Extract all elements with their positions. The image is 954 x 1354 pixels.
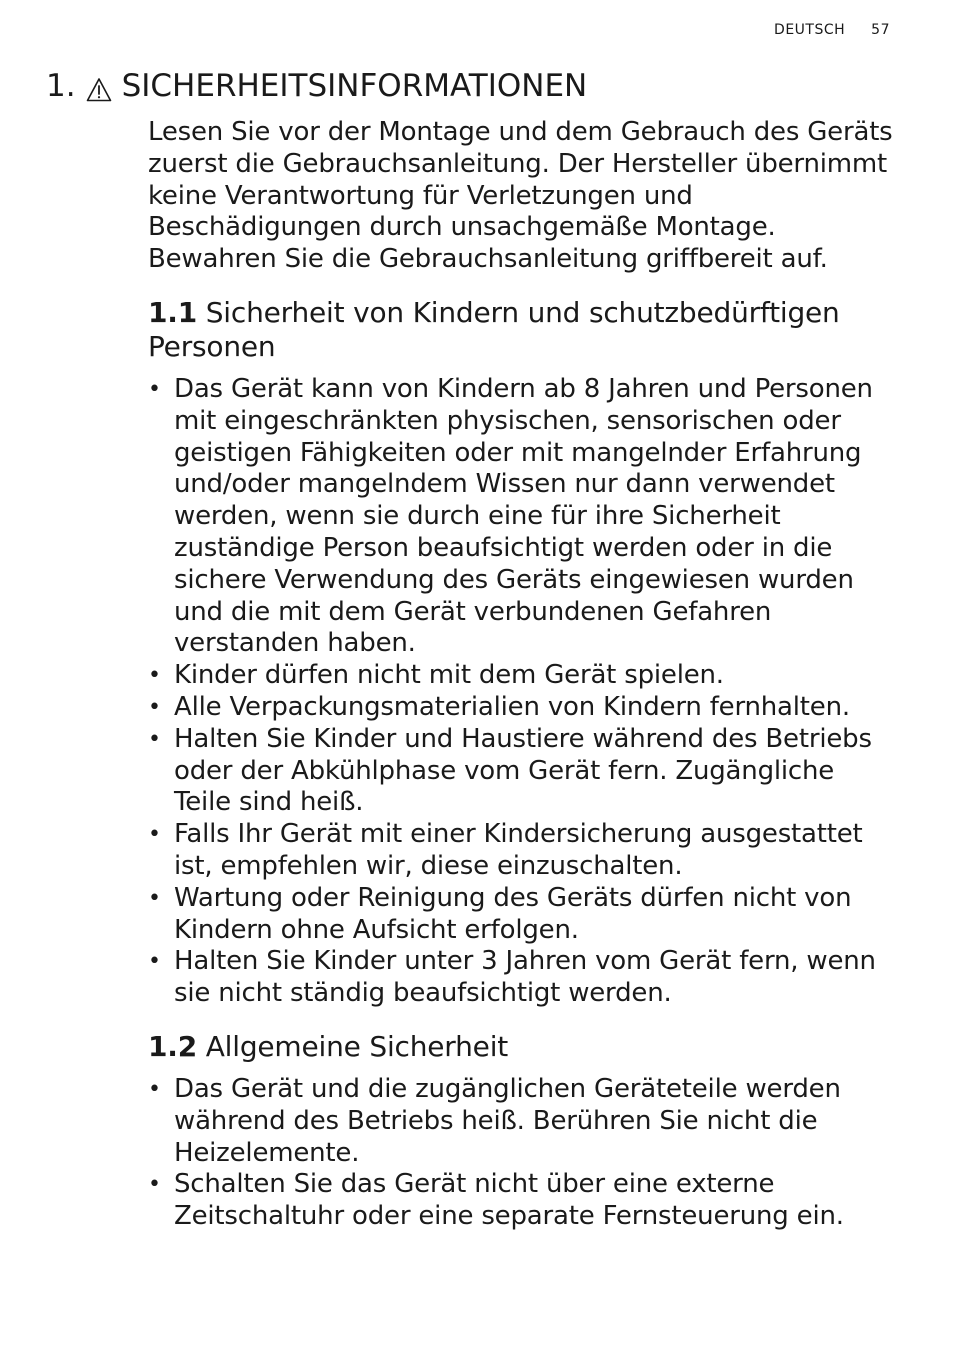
- list-item: • Schalten Sie das Gerät nicht über eine externe Zeitschaltuhr oder eine separate Fernsteuerung ein.: [148, 1169, 898, 1233]
- list-item: • Halten Sie Kinder unter 3 Jahren vom Gerät fern, wenn sie nicht ständig beaufsichtigt werden.: [148, 946, 898, 1010]
- intro-paragraph: Lesen Sie vor der Montage und dem Gebrauch des Geräts zuerst die Gebrauchsanleitung. Der Hersteller übernimmt keine Verantwortung für Verletzungen und Beschädigungen durch unsachgemäße Montage. Bewahren Sie die Gebrauchsanleitung griffbereit auf.: [148, 117, 893, 275]
- general-safety-list: [148, 1074, 898, 1233]
- list-item: • Das Gerät kann von Kindern ab 8 Jahren und Personen mit eingeschränkten physischen, sensorischen oder geistigen Fähigkeiten oder mit mangelnder Erfahrung und/oder mangelndem Wissen nur dann verwendet werden, wenn sie durch eine für ihre Sicherheit zuständige Person beaufsichtigt werden oder in die sichere Verwendung des Geräts eingewiesen wurden und die mit dem Gerät verbundenen Gefahren verstanden haben.: [148, 374, 898, 660]
- subsection-title: Allgemeine Sicherheit: [205, 1029, 509, 1063]
- list-item: • Das Gerät und die zugänglichen Geräteteile werden während des Betriebs heiß. Berühren Sie nicht die Heizelemente.: [148, 1074, 898, 1169]
- warning-triangle-icon: [86, 73, 112, 99]
- list-item: • Alle Verpackungsmaterialien von Kindern fernhalten.: [148, 692, 898, 724]
- section-title: [46, 66, 587, 106]
- children-safety-list: [148, 374, 898, 1010]
- section-number: 1.: [46, 68, 76, 104]
- list-item: • Halten Sie Kinder und Haustiere während des Betriebs oder der Abkühlphase vom Gerät fern. Zugängliche Teile sind heiß.: [148, 724, 898, 819]
- page-header: [774, 22, 890, 38]
- header-language: DEUTSCH: [774, 22, 846, 38]
- list-item: • Falls Ihr Gerät mit einer Kindersicherung ausgestattet ist, empfehlen wir, diese einzuschalten.: [148, 819, 898, 883]
- subsection-heading-children-safety: [148, 296, 898, 364]
- subsection-heading-general-safety: [148, 1030, 898, 1064]
- section-title-text: SICHERHEITSINFORMATIONEN: [121, 68, 588, 104]
- content: [148, 117, 898, 1253]
- subsection-title: Sicherheit von Kindern und schutzbedürftigen Personen: [148, 295, 840, 363]
- subsection-number: 1.2: [148, 1029, 198, 1063]
- list-item: • Wartung oder Reinigung des Geräts dürfen nicht von Kindern ohne Aufsicht erfolgen.: [148, 883, 898, 947]
- list-item: • Kinder dürfen nicht mit dem Gerät spielen.: [148, 660, 898, 692]
- header-page-number: 57: [871, 22, 890, 38]
- subsection-number: 1.1: [148, 295, 198, 329]
